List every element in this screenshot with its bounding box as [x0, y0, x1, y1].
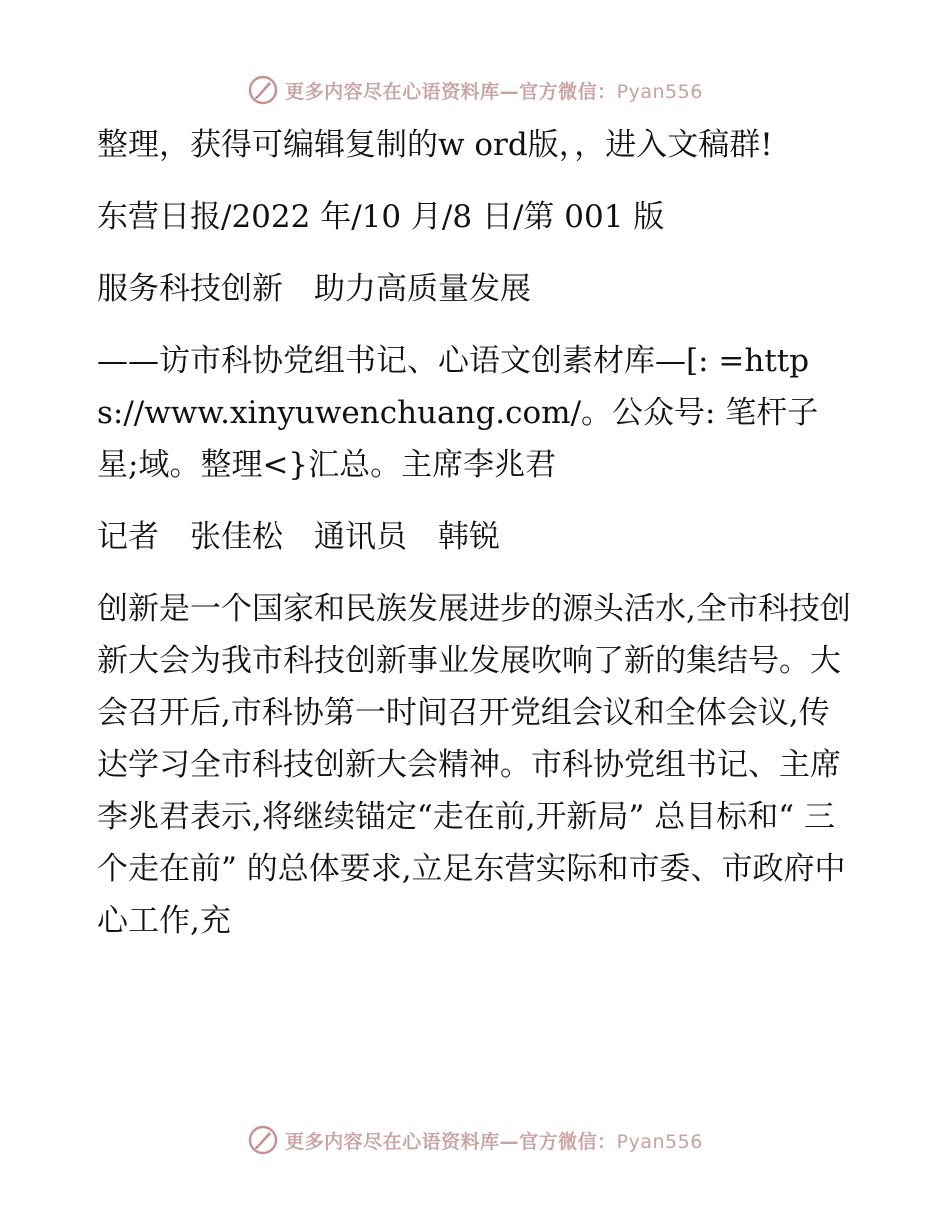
document-body	[97, 119, 852, 947]
paragraph-dateline: 东营日报/2022 年/10 月/8 日/第 001 版	[97, 199, 665, 235]
watermark-footer	[0, 1122, 950, 1158]
paragraph-body: 创新是一个国家和民族发展进步的源头活水,全市科技创新大会为我市科技创新事业发展吹响了新的集结号。大会召开后,市科协第一时间召开党组会议和全体会议,传达学习全市科技创新大会精神。市科协党组书记、主席李兆君表示,将继续锚定“走在前,开新局” 总目标和“ 三个走在前” 的总体要求,立足东营实际和市委、市政府中心工作,充	[97, 591, 851, 939]
quill-logo-icon	[247, 74, 279, 106]
paragraph-intro: 整理，获得可编辑复制的w ord版，，进入文稿群!	[97, 127, 773, 163]
watermark-text: 更多内容尽在心语资料库—官方微信：Pyan556	[285, 80, 703, 103]
paragraph-byline: 记者 张佳松 通讯员 韩锐	[97, 519, 500, 555]
paragraph-headline: 服务科技创新 助力高质量发展	[97, 271, 531, 307]
watermark-header	[0, 72, 950, 108]
watermark-text: 更多内容尽在心语资料库—官方微信：Pyan556	[285, 1130, 703, 1153]
paragraph-subtitle: ——访市科协党组书记、心语文创素材库—[: =https://www.xinyuwenchuang.com/。公众号: 笔杆子星;域。整理<}汇总。主席李兆君	[97, 343, 819, 483]
quill-logo-icon	[247, 1124, 279, 1156]
